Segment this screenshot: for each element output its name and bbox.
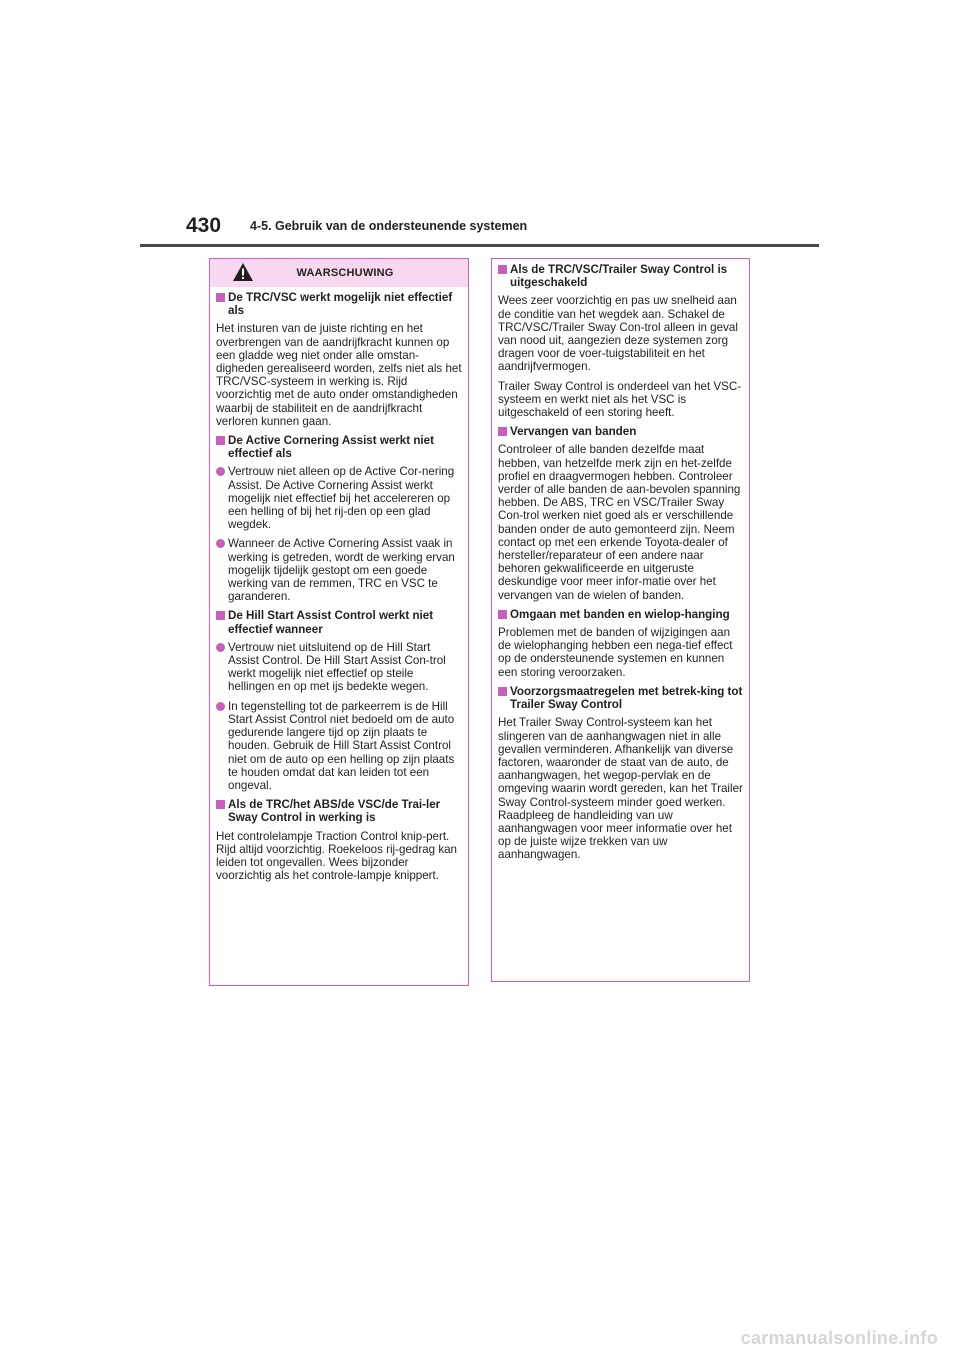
square-bullet-icon xyxy=(498,427,507,436)
section-heading-text: Vervangen van banden xyxy=(510,425,637,439)
square-bullet-icon xyxy=(498,687,507,696)
watermark: carmanualsonline.info xyxy=(740,1328,938,1348)
content-section xyxy=(216,291,462,428)
content-section xyxy=(216,798,462,882)
warning-header xyxy=(210,259,468,287)
square-bullet-icon xyxy=(216,611,225,620)
body-paragraph: Controleer of alle banden dezelfde maat hebben, van hetzelfde merk zijn en het-zelfde profiel en draagvermogen hebben. Controleer verder of alle banden de aan-bevolen spanning hebben. De ABS, TRC en VSC/Trailer Sway Con-trol werken niet goed als er verschillende banden onder de auto gemonteerd zijn. Neem contact op met een erkende Toyota-dealer of hersteller/reparateur of een andere naar behoren gekwalificeerde en uitgeruste deskundige voor meer infor-matie over het vervangen van de wielen of banden. xyxy=(498,443,741,602)
body-paragraph: Het controlelampje Traction Control knip-pert. Rijd altijd voorzichtig. Roekeloos rij-gedrag kan leiden tot ongevallen. Wees bijzonder voorzichtig als het controle-lampje knippert. xyxy=(216,829,458,883)
square-bullet-icon xyxy=(498,265,507,274)
section-heading-text: Voorzorgsmaatregelen met betrek-king tot Trailer Sway Control xyxy=(510,684,743,712)
content-section xyxy=(216,609,462,792)
content-section xyxy=(498,263,743,419)
section-heading xyxy=(216,291,462,317)
body-paragraph: Trailer Sway Control is onderdeel van het VSC-systeem en werkt niet als het VSC is uitgeschakeld of een storing heeft. xyxy=(498,379,742,420)
round-bullet-icon xyxy=(216,702,225,711)
section-heading xyxy=(498,425,743,438)
body-paragraph: Het insturen van de juiste richting en het overbrengen van de aandrijfkracht kunnen op een gladde weg niet onder alle omstan-digheden gerealiseerd worden, zelfs niet als het TRC/VSC-systeem in werking is. Rijd voorzichtig met de auto onder omstandigheden waarbij de stabiliteit en de aandrijfkracht verloren kunnen gaan. xyxy=(216,322,462,428)
bullet-text: Wanneer de Active Cornering Assist vaak in werking is getreden, wordt de werking ervan mogelijk tijdelijk gestopt om een goede werking van de remmen, TRC en VSC te garanderen. xyxy=(228,537,455,604)
body-paragraph: Wees zeer voorzichtig en pas uw snelheid aan de conditie van het wegdek aan. Schakel de TRC/VSC/Trailer Sway Con-trol alleen in geval van nood uit, aangezien deze systemen zorg dragen voor de voer-tuigstabiliteit en het aandrijfvermogen. xyxy=(498,294,738,374)
bullet-text: Vertrouw niet uitsluitend op de Hill Start Assist Control. De Hill Start Assist Con-trol werkt mogelijk niet effectief op steile hellingen en op met ijs bedekte wegen. xyxy=(228,640,446,694)
bullet-item xyxy=(216,700,462,792)
content-section xyxy=(498,608,743,679)
bullet-item xyxy=(216,641,462,694)
square-bullet-icon xyxy=(216,436,225,445)
warning-box xyxy=(209,258,469,986)
bullet-item xyxy=(216,537,462,603)
square-bullet-icon xyxy=(216,800,225,809)
page-number: 430 xyxy=(186,214,222,237)
section-heading-text: De TRC/VSC werkt mogelijk niet effectief als xyxy=(228,291,453,318)
round-bullet-icon xyxy=(216,467,225,476)
warning-title: WAARSCHUWING xyxy=(296,267,394,279)
bullet-text: Vertrouw niet alleen op de Active Cor-nering Assist. De Active Cornering Assist werkt mogelijk niet effectief bij het accelereren op een helling of bij het rij-den op een glad wegdek. xyxy=(228,465,455,532)
section-heading-text: De Hill Start Assist Control werkt niet effectief wanneer xyxy=(228,609,434,636)
section-heading xyxy=(216,434,462,460)
round-bullet-icon xyxy=(216,539,225,548)
bullet-text: In tegenstelling tot de parkeerrem is de Hill Start Assist Control niet bedoeld om de auto gedurende langere tijd op zijn plaats te houden. Gebruik de Hill Start Assist Control niet om de auto op een helling op zijn plaats te houden omdat dat kan leiden tot een ongeval. xyxy=(228,699,455,792)
section-heading-text: Als de TRC/het ABS/de VSC/de Trai-ler Sway Control in werking is xyxy=(228,798,441,825)
section-heading xyxy=(216,609,462,635)
bullet-item xyxy=(216,465,462,531)
body-paragraph: Problemen met de banden of wijzigingen aan de wielophanging hebben een nega-tief effect op de ondersteunende systemen en kunnen een storing veroorzaken. xyxy=(498,626,733,679)
section-heading xyxy=(498,263,743,289)
section-heading xyxy=(498,608,743,621)
warning-triangle-icon xyxy=(232,262,254,282)
section-heading-text: De Active Cornering Assist werkt niet effectief als xyxy=(228,434,434,461)
warning-content xyxy=(210,287,468,882)
square-bullet-icon xyxy=(498,610,507,619)
section-heading xyxy=(498,685,743,711)
section-heading-text: Omgaan met banden en wielop-hanging xyxy=(510,607,730,621)
square-bullet-icon xyxy=(216,293,225,302)
section-heading xyxy=(216,798,462,824)
section-title: 4-5. Gebruik van de ondersteunende systemen xyxy=(250,219,528,233)
content-section xyxy=(498,685,743,862)
body-paragraph: Het Trailer Sway Control-systeem kan het slingeren van de aanhangwagen niet in alle gevallen verminderen. Afhankelijk van diverse factoren, waaronder de staat van de auto, de aanhangwagen, het wegop-pervlak en de omgeving waarin wordt gereden, kan het Trailer Sway Control-systeem minder goed werken. Raadpleeg de handleiding van uw aanhangwagen voor meer informatie over het op de juiste wijze trekken van uw aanhangwagen. xyxy=(498,716,743,862)
info-box xyxy=(491,258,750,982)
content-section xyxy=(498,425,743,602)
round-bullet-icon xyxy=(216,643,225,652)
header-divider xyxy=(140,244,819,247)
content-section xyxy=(216,434,462,603)
section-heading-text: Als de TRC/VSC/Trailer Sway Control is uitgeschakeld xyxy=(510,263,728,290)
info-content xyxy=(492,259,749,862)
